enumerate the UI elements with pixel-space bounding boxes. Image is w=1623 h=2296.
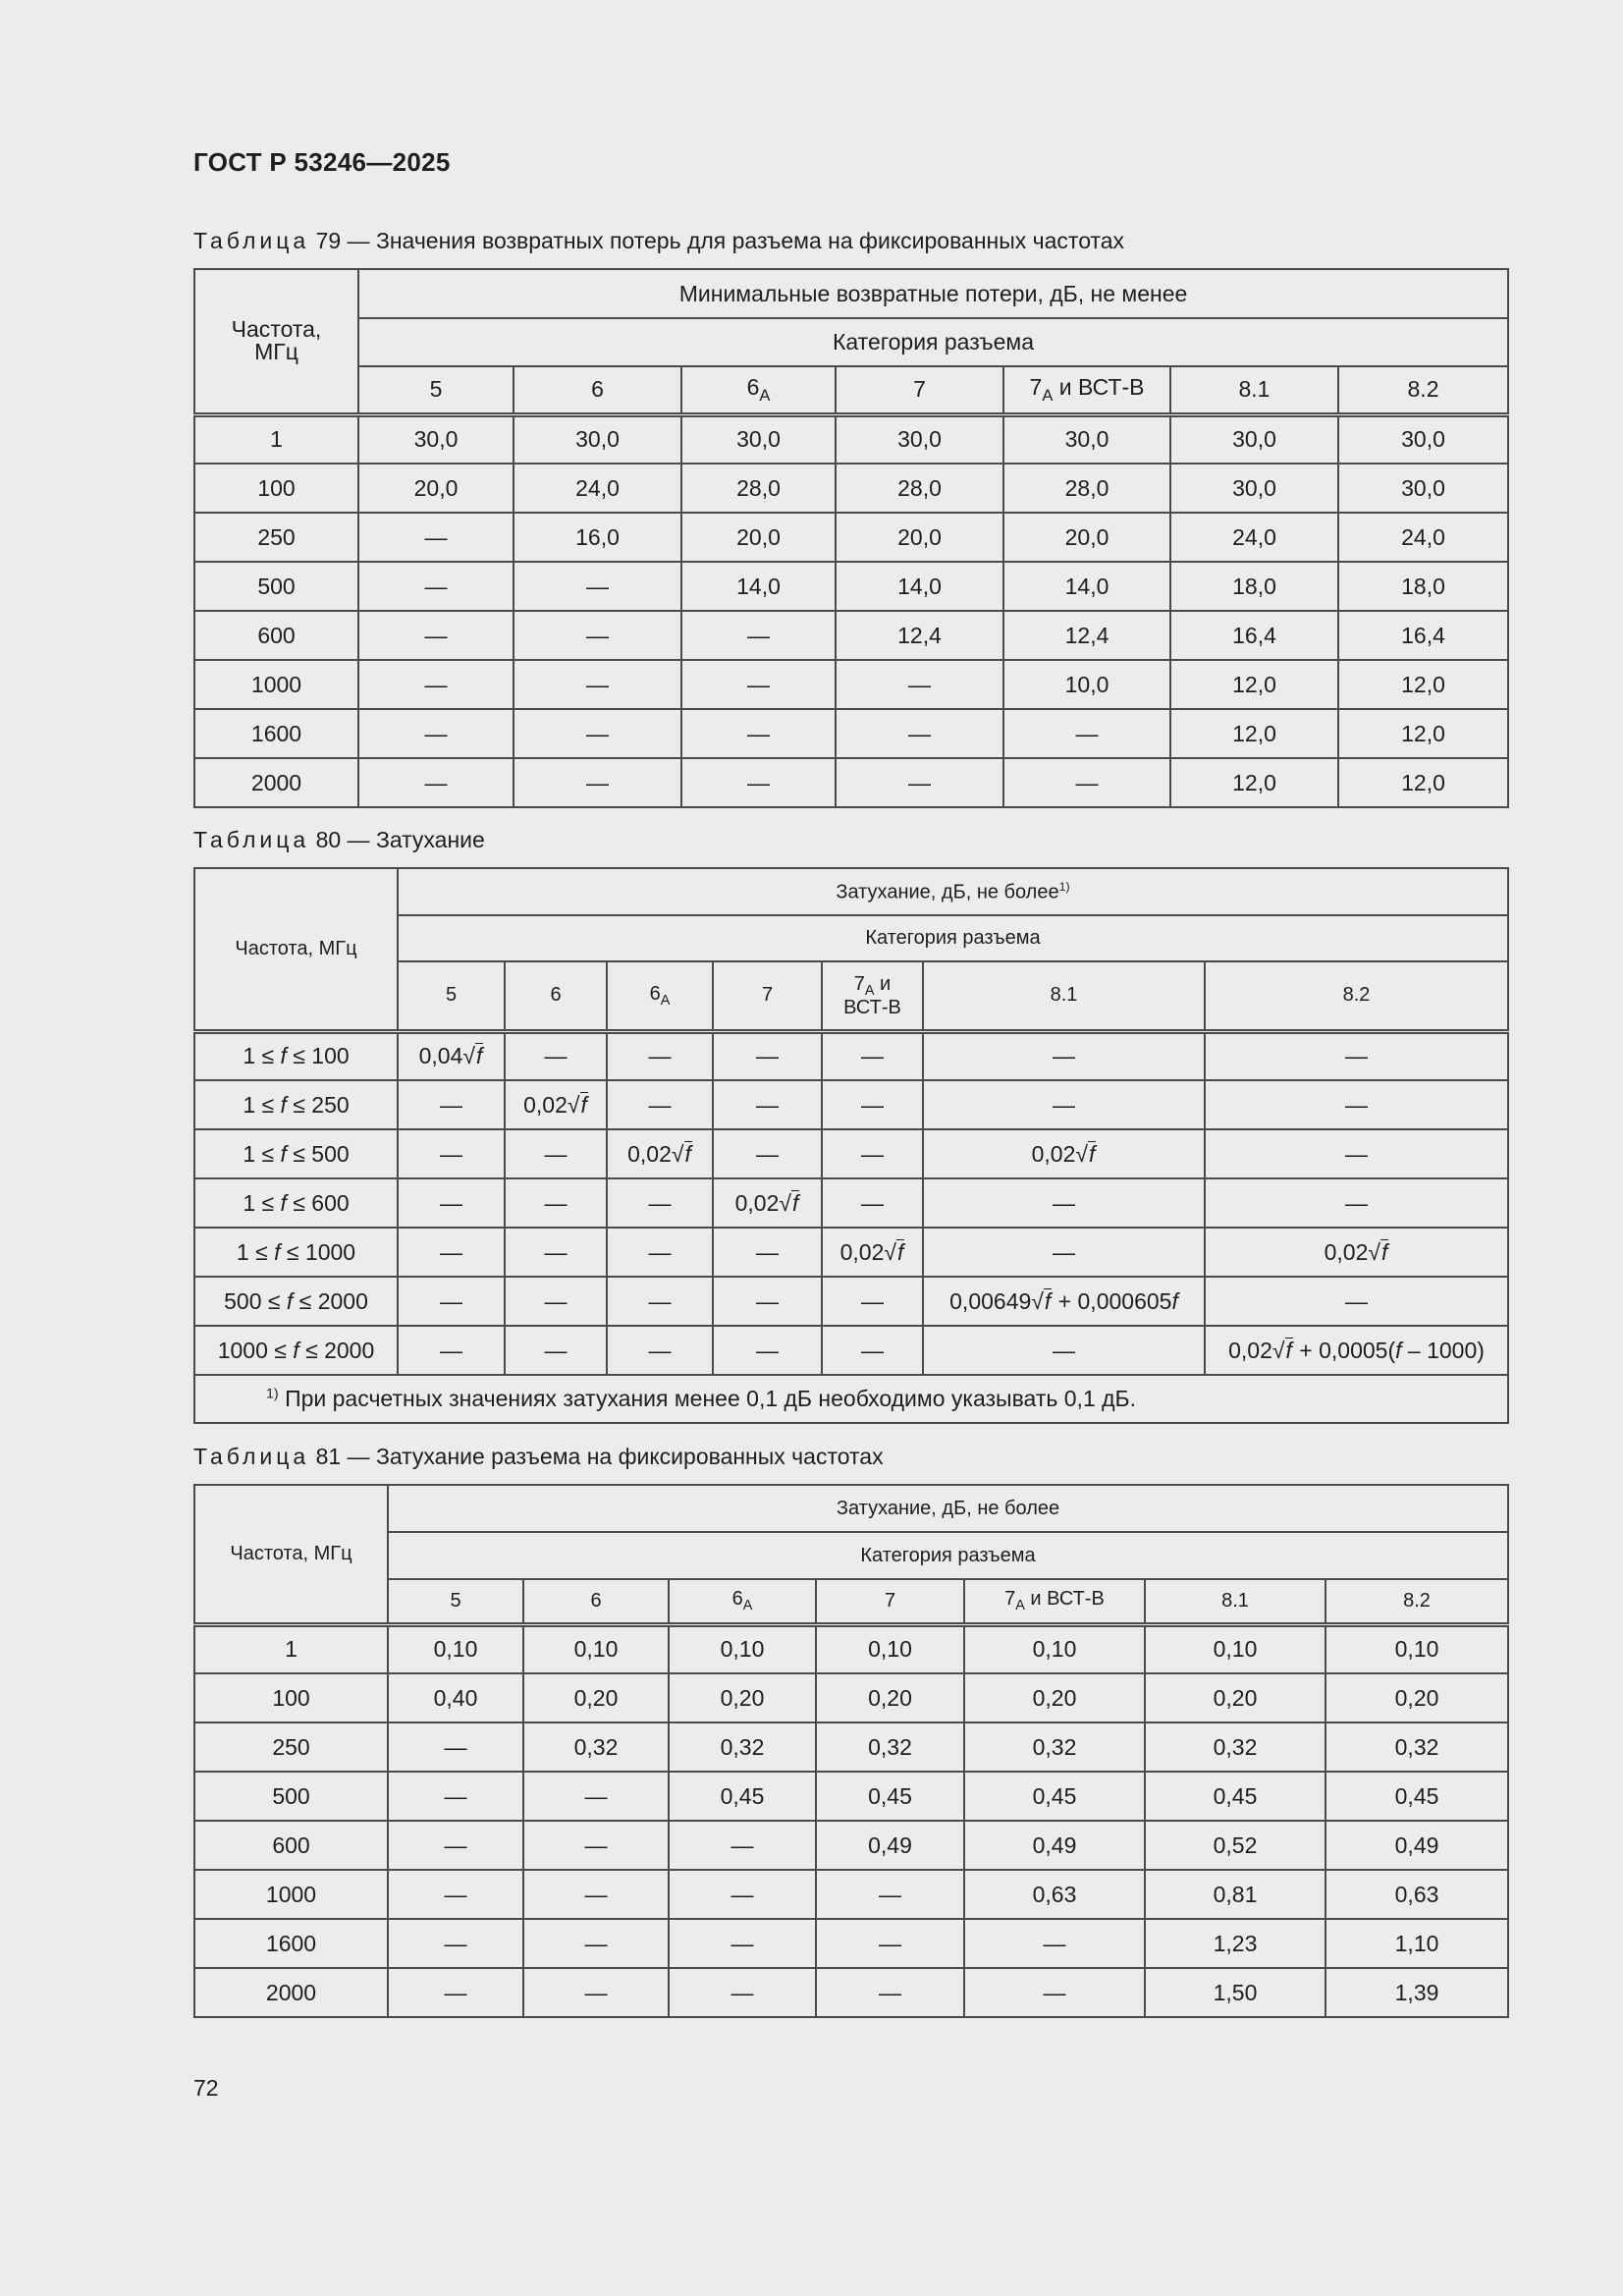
value-cell: — xyxy=(607,1277,713,1326)
value-cell: — xyxy=(816,1968,964,2017)
row-frequency-cell: 1600 xyxy=(194,1919,388,1968)
value-cell: 0,32 xyxy=(523,1722,669,1772)
value-cell: — xyxy=(681,660,836,709)
value-cell: — xyxy=(822,1129,923,1178)
value-cell: — xyxy=(607,1080,713,1129)
value-cell: — xyxy=(836,709,1003,758)
value-cell: 30,0 xyxy=(1170,414,1338,464)
value-cell: 12,0 xyxy=(1338,758,1508,807)
value-cell: — xyxy=(358,758,514,807)
footnote-mark: 1) xyxy=(266,1386,279,1402)
row-frequency-cell: 500 ≤ f ≤ 2000 xyxy=(194,1277,398,1326)
group-header: Минимальные возвратные потери, дБ, не менее xyxy=(358,269,1508,318)
category-column-header: 6 xyxy=(505,961,607,1031)
category-header: Категория разъема xyxy=(358,318,1508,366)
value-cell: 0,49 xyxy=(816,1821,964,1870)
value-cell: 24,0 xyxy=(514,464,681,513)
value-cell: 30,0 xyxy=(1338,464,1508,513)
value-cell: 0,02√f xyxy=(713,1178,822,1228)
row-frequency-cell: 250 xyxy=(194,1722,388,1772)
value-cell: — xyxy=(523,1870,669,1919)
value-cell: 0,20 xyxy=(816,1673,964,1722)
group-header-text: Затухание, дБ, не более xyxy=(836,881,1059,903)
value-cell: 0,63 xyxy=(1325,1870,1508,1919)
table-row xyxy=(194,1129,1508,1178)
table-81 xyxy=(193,1484,1509,2018)
value-cell: 0,02√f + 0,0005(f – 1000) xyxy=(1205,1326,1508,1375)
table-row xyxy=(194,660,1508,709)
value-cell: — xyxy=(669,1968,816,2017)
category-column-header: 7 xyxy=(816,1579,964,1624)
value-cell: — xyxy=(607,1031,713,1080)
value-cell: 0,00649√f + 0,000605f xyxy=(923,1277,1205,1326)
value-cell: 0,45 xyxy=(1145,1772,1325,1821)
row-frequency-cell: 1 xyxy=(194,414,358,464)
value-cell: — xyxy=(505,1031,607,1080)
category-column-header: 5 xyxy=(388,1579,523,1624)
value-cell: — xyxy=(923,1080,1205,1129)
value-cell: — xyxy=(822,1031,923,1080)
value-cell: 1,39 xyxy=(1325,1968,1508,2017)
value-cell: — xyxy=(816,1919,964,1968)
value-cell: — xyxy=(388,1968,523,2017)
value-cell: 0,02√f xyxy=(1205,1228,1508,1277)
value-cell: 30,0 xyxy=(1003,414,1170,464)
row-frequency-cell: 2000 xyxy=(194,1968,388,2017)
value-cell: 20,0 xyxy=(836,513,1003,562)
value-cell: 0,45 xyxy=(816,1772,964,1821)
table-79-caption xyxy=(193,228,1124,254)
value-cell: — xyxy=(358,562,514,611)
value-cell: — xyxy=(505,1277,607,1326)
value-cell: — xyxy=(398,1326,505,1375)
table-row xyxy=(194,1870,1508,1919)
value-cell: — xyxy=(713,1326,822,1375)
value-cell: — xyxy=(505,1178,607,1228)
value-cell: — xyxy=(669,1821,816,1870)
category-column-header: $7_A$ и ВСТ-В xyxy=(1003,366,1170,414)
value-cell: 12,0 xyxy=(1170,709,1338,758)
value-cell: — xyxy=(1205,1129,1508,1178)
row-frequency-cell: 1000 ≤ f ≤ 2000 xyxy=(194,1326,398,1375)
value-cell: 0,45 xyxy=(1325,1772,1508,1821)
value-cell: — xyxy=(713,1277,822,1326)
table-row xyxy=(194,1722,1508,1772)
value-cell: 0,32 xyxy=(964,1722,1145,1772)
value-cell: 24,0 xyxy=(1338,513,1508,562)
value-cell: 0,20 xyxy=(964,1673,1145,1722)
value-cell: — xyxy=(713,1080,822,1129)
column-header-frequency: Частота, МГц xyxy=(194,1485,388,1624)
value-cell: 0,32 xyxy=(669,1722,816,1772)
value-cell: 10,0 xyxy=(1003,660,1170,709)
value-cell: — xyxy=(822,1277,923,1326)
footnote-text: При расчетных значениях затухания менее 0,1 дБ необходимо указывать 0,1 дБ. xyxy=(285,1386,1136,1411)
value-cell: 0,10 xyxy=(523,1624,669,1673)
value-cell: — xyxy=(388,1772,523,1821)
value-cell: 0,52 xyxy=(1145,1821,1325,1870)
table-row xyxy=(194,513,1508,562)
value-cell: 0,04√f xyxy=(398,1031,505,1080)
category-column-header: 8.1 xyxy=(923,961,1205,1031)
value-cell: 16,4 xyxy=(1170,611,1338,660)
category-column-header: 8.2 xyxy=(1338,366,1508,414)
value-cell: 0,10 xyxy=(388,1624,523,1673)
category-column-header: 5 xyxy=(358,366,514,414)
value-cell: — xyxy=(822,1326,923,1375)
value-cell: — xyxy=(923,1228,1205,1277)
value-cell: — xyxy=(398,1228,505,1277)
value-cell: — xyxy=(1003,709,1170,758)
table-80 xyxy=(193,867,1509,1424)
table-row xyxy=(194,1821,1508,1870)
value-cell: — xyxy=(923,1178,1205,1228)
table-row xyxy=(194,1277,1508,1326)
value-cell: 20,0 xyxy=(681,513,836,562)
value-cell: — xyxy=(398,1277,505,1326)
row-frequency-cell: 1 ≤ f ≤ 250 xyxy=(194,1080,398,1129)
value-cell: 12,0 xyxy=(1338,709,1508,758)
category-column-header: 8.2 xyxy=(1325,1579,1508,1624)
column-header-frequency: Частота, МГц xyxy=(194,269,358,414)
value-cell: 0,02√f xyxy=(607,1129,713,1178)
value-cell: 0,02√f xyxy=(822,1228,923,1277)
caption-prefix: Таблица xyxy=(193,1444,310,1469)
value-cell: — xyxy=(388,1919,523,1968)
value-cell: 28,0 xyxy=(836,464,1003,513)
value-cell: 0,32 xyxy=(1145,1722,1325,1772)
row-frequency-cell: 1600 xyxy=(194,709,358,758)
table-footnote xyxy=(194,1375,1508,1423)
value-cell: — xyxy=(681,758,836,807)
value-cell: 28,0 xyxy=(681,464,836,513)
row-frequency-cell: 1000 xyxy=(194,660,358,709)
value-cell: 14,0 xyxy=(1003,562,1170,611)
value-cell: — xyxy=(523,1772,669,1821)
value-cell: 28,0 xyxy=(1003,464,1170,513)
table-row xyxy=(194,1968,1508,2017)
table-row xyxy=(194,1326,1508,1375)
value-cell: 0,02√f xyxy=(505,1080,607,1129)
row-frequency-cell: 500 xyxy=(194,1772,388,1821)
table-81-caption xyxy=(193,1444,884,1470)
value-cell: — xyxy=(923,1326,1205,1375)
column-header-frequency: Частота, МГц xyxy=(194,868,398,1031)
value-cell: 0,45 xyxy=(669,1772,816,1821)
value-cell: — xyxy=(358,709,514,758)
row-frequency-cell: 100 xyxy=(194,464,358,513)
value-cell: — xyxy=(523,1968,669,2017)
value-cell: — xyxy=(398,1178,505,1228)
value-cell: — xyxy=(1205,1178,1508,1228)
value-cell: — xyxy=(523,1919,669,1968)
category-header: Категория разъема xyxy=(388,1532,1508,1579)
value-cell: 12,0 xyxy=(1170,660,1338,709)
table-row xyxy=(194,1673,1508,1722)
table-row xyxy=(194,1080,1508,1129)
row-frequency-cell: 250 xyxy=(194,513,358,562)
caption-prefix: Таблица xyxy=(193,827,310,852)
value-cell: 0,20 xyxy=(669,1673,816,1722)
value-cell: — xyxy=(398,1129,505,1178)
value-cell: 16,0 xyxy=(514,513,681,562)
value-cell: — xyxy=(358,660,514,709)
value-cell: — xyxy=(681,709,836,758)
value-cell: — xyxy=(816,1870,964,1919)
table-80-caption xyxy=(193,827,485,853)
row-frequency-cell: 1 ≤ f ≤ 600 xyxy=(194,1178,398,1228)
row-frequency-cell: 1 ≤ f ≤ 1000 xyxy=(194,1228,398,1277)
row-frequency-cell: 600 xyxy=(194,611,358,660)
table-row xyxy=(194,1031,1508,1080)
category-header: Категория разъема xyxy=(398,915,1508,961)
value-cell: 16,4 xyxy=(1338,611,1508,660)
value-cell: 30,0 xyxy=(681,414,836,464)
table-row xyxy=(194,1919,1508,1968)
footnote-reference: 1) xyxy=(1058,879,1070,894)
value-cell: — xyxy=(388,1722,523,1772)
value-cell: 0,10 xyxy=(964,1624,1145,1673)
table-79 xyxy=(193,268,1509,808)
value-cell: 30,0 xyxy=(358,414,514,464)
value-cell: 12,4 xyxy=(1003,611,1170,660)
group-header: Затухание, дБ, не более xyxy=(388,1485,1508,1532)
value-cell: — xyxy=(514,562,681,611)
value-cell: 30,0 xyxy=(1170,464,1338,513)
value-cell: 0,10 xyxy=(669,1624,816,1673)
table-row xyxy=(194,414,1508,464)
value-cell: 0,20 xyxy=(523,1673,669,1722)
row-frequency-cell: 1 ≤ f ≤ 500 xyxy=(194,1129,398,1178)
value-cell: — xyxy=(505,1326,607,1375)
value-cell: 0,20 xyxy=(1325,1673,1508,1722)
row-frequency-cell: 600 xyxy=(194,1821,388,1870)
value-cell: — xyxy=(505,1228,607,1277)
caption-text: 80 — Затухание xyxy=(309,827,485,852)
value-cell: — xyxy=(388,1821,523,1870)
category-column-header: $6_A$ xyxy=(681,366,836,414)
value-cell: — xyxy=(1003,758,1170,807)
category-column-header: 8.1 xyxy=(1170,366,1338,414)
value-cell: 1,50 xyxy=(1145,1968,1325,2017)
table-row xyxy=(194,758,1508,807)
value-cell: — xyxy=(505,1129,607,1178)
row-frequency-cell: 1 xyxy=(194,1624,388,1673)
value-cell: 0,10 xyxy=(1325,1624,1508,1673)
category-column-header: 6 xyxy=(514,366,681,414)
value-cell: — xyxy=(358,611,514,660)
value-cell: 12,4 xyxy=(836,611,1003,660)
value-cell: — xyxy=(964,1968,1145,2017)
table-row xyxy=(194,1228,1508,1277)
table-row xyxy=(194,1772,1508,1821)
value-cell: — xyxy=(388,1870,523,1919)
value-cell: — xyxy=(1205,1031,1508,1080)
value-cell: 0,40 xyxy=(388,1673,523,1722)
value-cell: 30,0 xyxy=(1338,414,1508,464)
category-column-header: 5 xyxy=(398,961,505,1031)
value-cell: — xyxy=(514,758,681,807)
document-header: ГОСТ Р 53246—2025 xyxy=(193,147,451,177)
value-cell: 0,10 xyxy=(816,1624,964,1673)
value-cell: — xyxy=(964,1919,1145,1968)
value-cell: 0,20 xyxy=(1145,1673,1325,1722)
category-column-header: $6_A$ xyxy=(607,961,713,1031)
table-row xyxy=(194,1624,1508,1673)
category-column-header: 7 xyxy=(836,366,1003,414)
value-cell: 20,0 xyxy=(358,464,514,513)
table-row xyxy=(194,562,1508,611)
table-row xyxy=(194,611,1508,660)
value-cell: 0,32 xyxy=(1325,1722,1508,1772)
caption-text: 81 — Затухание разъема на фиксированных частотах xyxy=(309,1444,884,1469)
value-cell: 30,0 xyxy=(836,414,1003,464)
group-header xyxy=(398,868,1508,915)
value-cell: 0,49 xyxy=(1325,1821,1508,1870)
table-row xyxy=(194,1178,1508,1228)
value-cell: — xyxy=(713,1129,822,1178)
value-cell: 0,32 xyxy=(816,1722,964,1772)
value-cell: — xyxy=(713,1031,822,1080)
value-cell: 18,0 xyxy=(1170,562,1338,611)
value-cell: — xyxy=(681,611,836,660)
value-cell: — xyxy=(836,660,1003,709)
row-frequency-cell: 1 ≤ f ≤ 100 xyxy=(194,1031,398,1080)
value-cell: 0,81 xyxy=(1145,1870,1325,1919)
value-cell: — xyxy=(669,1870,816,1919)
value-cell: 24,0 xyxy=(1170,513,1338,562)
row-frequency-cell: 500 xyxy=(194,562,358,611)
value-cell: — xyxy=(398,1080,505,1129)
value-cell: 14,0 xyxy=(836,562,1003,611)
caption-text: 79 — Значения возвратных потерь для разъема на фиксированных частотах xyxy=(309,228,1125,253)
value-cell: 12,0 xyxy=(1338,660,1508,709)
value-cell: 1,10 xyxy=(1325,1919,1508,1968)
value-cell: 30,0 xyxy=(514,414,681,464)
value-cell: 0,63 xyxy=(964,1870,1145,1919)
value-cell: — xyxy=(514,709,681,758)
value-cell: — xyxy=(523,1821,669,1870)
category-column-header: $7_A$ и ВСТ-В xyxy=(964,1579,1145,1624)
value-cell: — xyxy=(822,1080,923,1129)
value-cell: — xyxy=(669,1919,816,1968)
value-cell: 18,0 xyxy=(1338,562,1508,611)
row-frequency-cell: 2000 xyxy=(194,758,358,807)
value-cell: — xyxy=(1205,1080,1508,1129)
value-cell: — xyxy=(607,1228,713,1277)
category-column-header: 8.2 xyxy=(1205,961,1508,1031)
value-cell: 0,02√f xyxy=(923,1129,1205,1178)
value-cell: 14,0 xyxy=(681,562,836,611)
row-frequency-cell: 100 xyxy=(194,1673,388,1722)
value-cell: — xyxy=(514,611,681,660)
table-row xyxy=(194,709,1508,758)
value-cell: — xyxy=(822,1178,923,1228)
page-number: 72 xyxy=(193,2075,219,2101)
value-cell: — xyxy=(923,1031,1205,1080)
category-column-header: 6 xyxy=(523,1579,669,1624)
table-row xyxy=(194,464,1508,513)
value-cell: — xyxy=(1205,1277,1508,1326)
value-cell: 0,10 xyxy=(1145,1624,1325,1673)
category-column-header: $7_A$ и ВСТ-В xyxy=(822,961,923,1031)
caption-prefix: Таблица xyxy=(193,228,310,253)
value-cell: 1,23 xyxy=(1145,1919,1325,1968)
value-cell: — xyxy=(836,758,1003,807)
category-column-header: 7 xyxy=(713,961,822,1031)
value-cell: — xyxy=(514,660,681,709)
value-cell: 20,0 xyxy=(1003,513,1170,562)
row-frequency-cell: 1000 xyxy=(194,1870,388,1919)
category-column-header: 8.1 xyxy=(1145,1579,1325,1624)
value-cell: — xyxy=(607,1326,713,1375)
value-cell: — xyxy=(358,513,514,562)
value-cell: — xyxy=(607,1178,713,1228)
value-cell: 12,0 xyxy=(1170,758,1338,807)
category-column-header: $6_A$ xyxy=(669,1579,816,1624)
value-cell: — xyxy=(713,1228,822,1277)
value-cell: 0,49 xyxy=(964,1821,1145,1870)
value-cell: 0,45 xyxy=(964,1772,1145,1821)
